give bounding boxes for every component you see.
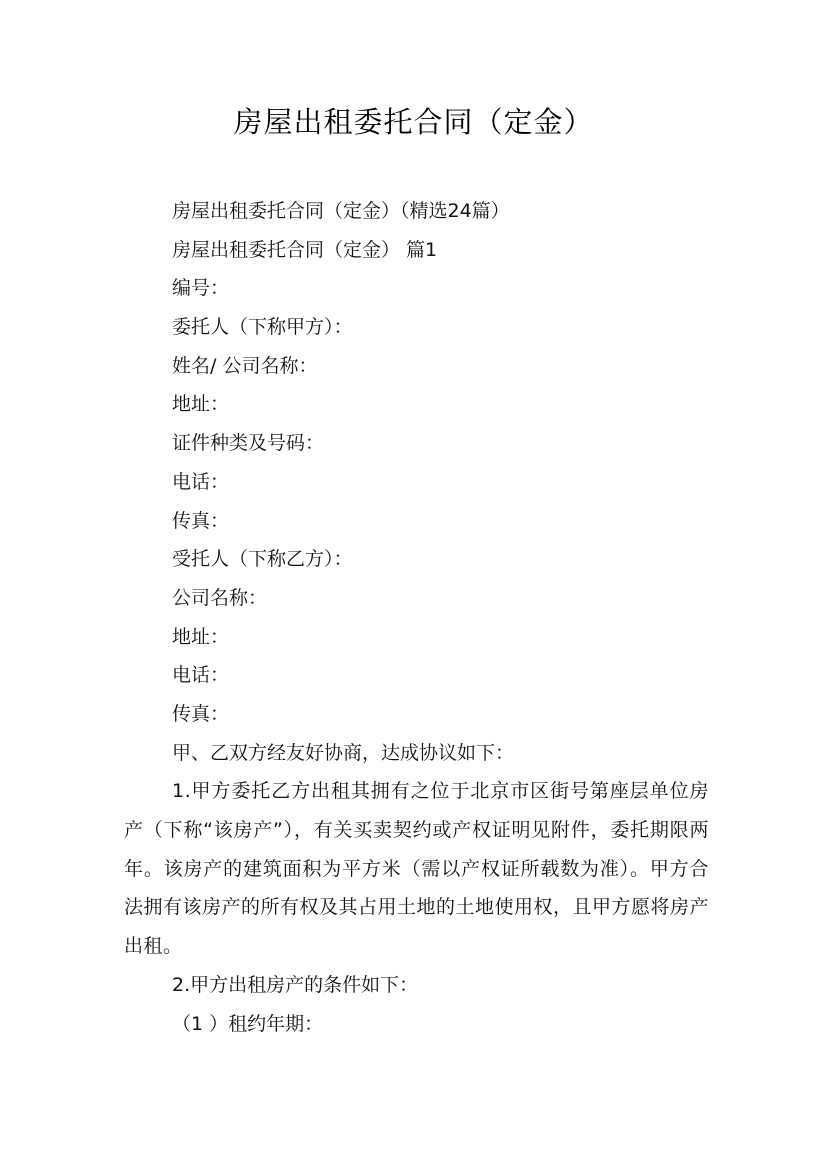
text-line: 证件种类及号码：	[172, 432, 325, 455]
paragraph-clause-1: 1.甲方委托乙方出租其拥有之位于北京市区街号第座层单位房产（下称“该房产”），有关买卖契约或产权证明见附件，委托期限两年。该房产的建筑面积为平方米（需以产权证所载数为准）。甲方合法拥有该房产的所有权及其占用土地的土地使用权，且甲方愿将房产出租。	[124, 780, 710, 958]
text-line: 甲、乙双方经友好协商，达成协议如下：	[172, 741, 515, 764]
text-line: 地址：	[172, 393, 230, 416]
text-line: 委托人（下称甲方）：	[172, 316, 353, 339]
text-line: 电话：	[172, 664, 230, 687]
text-line: 房屋出租委托合同（定金）（精选24篇）	[172, 200, 510, 222]
text-line: 公司名称：	[172, 586, 268, 609]
document-body	[124, 192, 709, 1043]
text-line: 房屋出租委托合同（定金） 篇1	[172, 238, 438, 261]
text-line: 传真：	[172, 702, 230, 725]
clause-2-line: 2.甲方出租房产的条件如下：	[172, 973, 419, 996]
text-line: 受托人（下称乙方）：	[172, 548, 353, 571]
clause-2-1-line: （1 ）租约年期：	[172, 1012, 324, 1035]
text-line: 电话：	[172, 470, 230, 493]
text-line: 传真：	[172, 509, 230, 532]
text-line: 姓名/ 公司名称：	[172, 354, 318, 377]
document-title: 房屋出租委托合同（定金）	[233, 105, 594, 139]
text-line: 地址：	[172, 625, 230, 648]
text-line: 编号：	[172, 277, 230, 300]
